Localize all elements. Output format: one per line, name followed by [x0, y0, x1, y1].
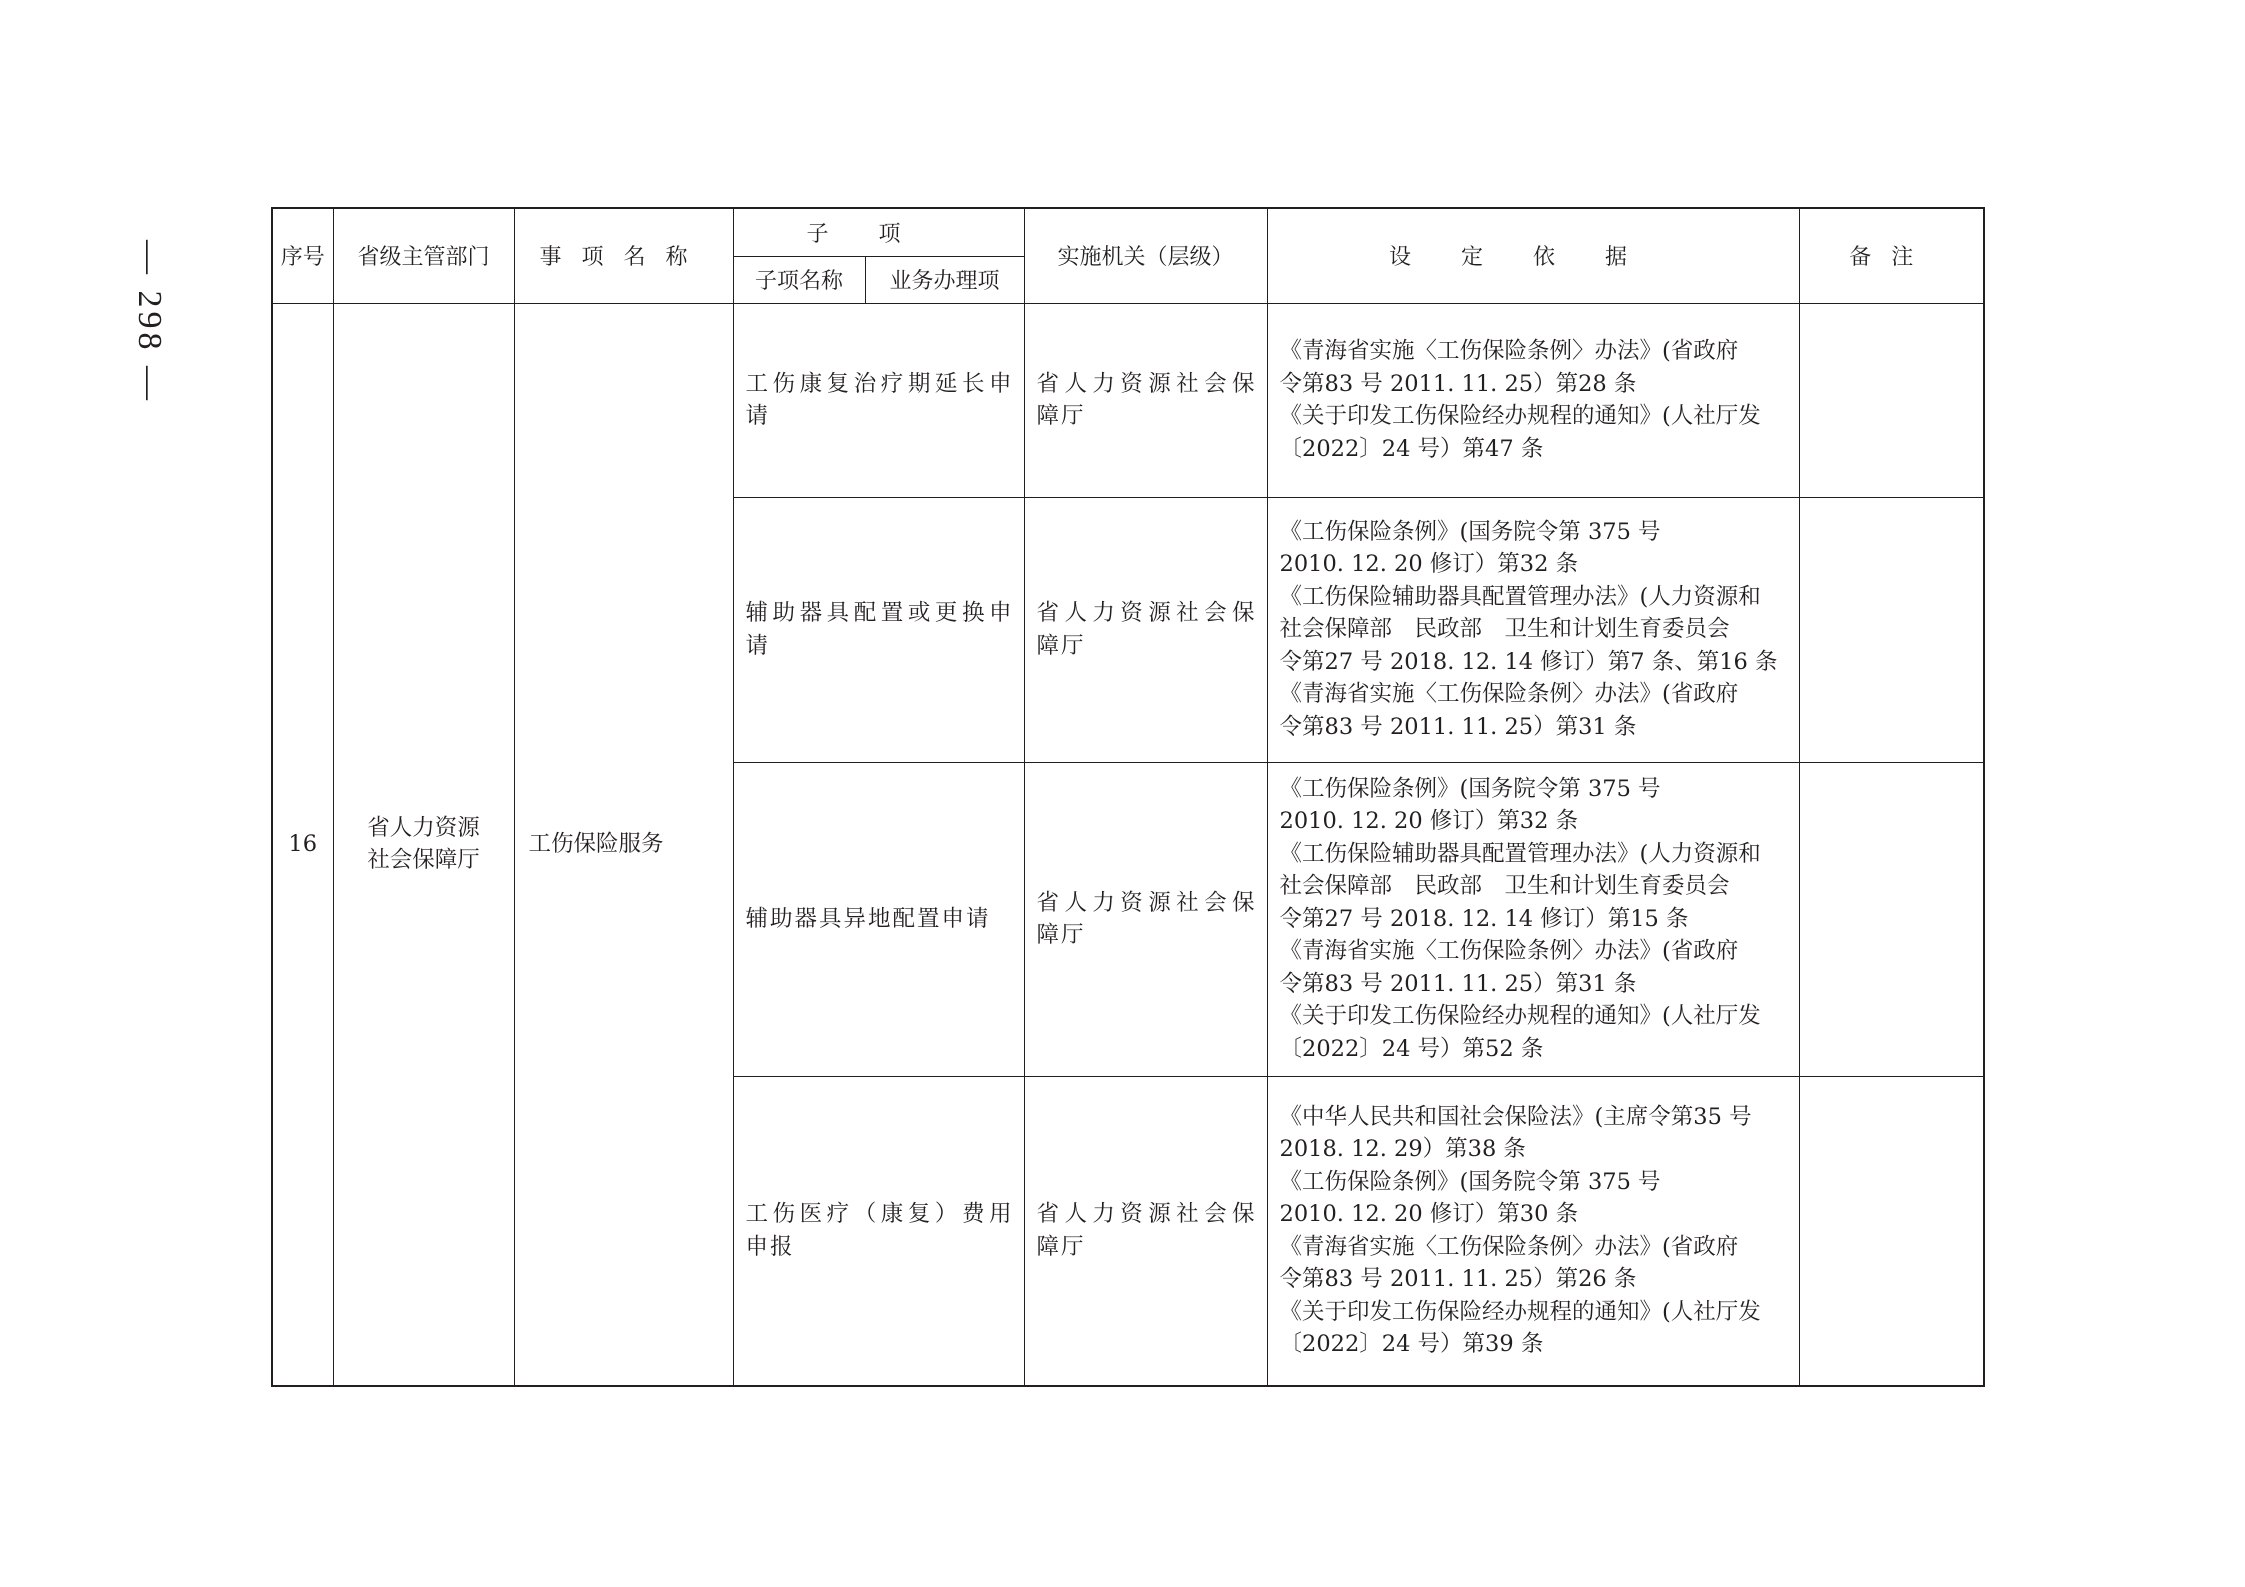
org-cell: 省人力资源社会保障厅	[1024, 497, 1267, 762]
sub-name-cell: 工伤康复治疗期延长申请	[733, 303, 1024, 497]
note-cell	[1799, 762, 1984, 1076]
org-cell: 省人力资源社会保障厅	[1024, 303, 1267, 497]
sub-name-cell: 辅助器具异地配置申请	[733, 762, 1024, 1076]
sub-name-cell: 工伤医疗（康复）费用申报	[733, 1076, 1024, 1386]
note-cell	[1799, 1076, 1984, 1386]
sub-name-cell: 辅助器具配置或更换申请	[733, 497, 1024, 762]
basis-cell	[1267, 497, 1799, 762]
basis-line: 社会保障部 民政部 卫生和计划生育委员会	[1279, 616, 1730, 643]
basis-cell	[1267, 762, 1799, 1076]
basis-line: 令第27 号 2018. 12. 14 修订）第15 条	[1279, 905, 1689, 932]
basis-line: 《工伤保险辅助器具配置管理办法》(人力资源和	[1279, 583, 1761, 610]
basis-cell	[1267, 1076, 1799, 1386]
header-note: 备注	[1799, 208, 1984, 303]
basis-line: 《青海省实施〈工伤保险条例〉办法》(省政府	[1279, 1233, 1739, 1260]
basis-line: 2010. 12. 20 修订）第30 条	[1279, 1201, 1579, 1228]
header-business: 业务办理项	[865, 256, 1024, 303]
header-dept: 省级主管部门	[333, 208, 514, 303]
header-basis: 设定依据	[1267, 208, 1799, 303]
basis-line: 《青海省实施〈工伤保险条例〉办法》(省政府	[1279, 681, 1739, 708]
basis-line: 《工伤保险条例》(国务院令第 375 号	[1279, 1168, 1661, 1195]
basis-line: 《青海省实施〈工伤保险条例〉办法》(省政府	[1279, 938, 1739, 965]
org-cell: 省人力资源社会保障厅	[1024, 1076, 1267, 1386]
basis-line: 《关于印发工伤保险经办规程的通知》(人社厅发	[1279, 403, 1761, 429]
basis-line: 《青海省实施〈工伤保险条例〉办法》(省政府	[1279, 338, 1739, 364]
basis-line: 《关于印发工伤保险经办规程的通知》(人社厅发	[1279, 1003, 1761, 1030]
dept-text: 省人力资源社会保障厅	[367, 815, 480, 874]
basis-line: 《工伤保险辅助器具配置管理办法》(人力资源和	[1279, 840, 1761, 867]
service-items-table	[271, 207, 1985, 1387]
basis-line: 〔2022〕24 号）第52 条	[1279, 1035, 1544, 1062]
header-item: 事项名称	[514, 208, 733, 303]
basis-line: 社会保障部 民政部 卫生和计划生育委员会	[1279, 873, 1730, 900]
org-cell: 省人力资源社会保障厅	[1024, 762, 1267, 1076]
note-cell	[1799, 497, 1984, 762]
table-row	[272, 303, 1984, 497]
basis-line: 《工伤保险条例》(国务院令第 375 号	[1279, 775, 1661, 802]
basis-line: 《关于印发工伤保险经办规程的通知》(人社厅发	[1279, 1298, 1761, 1325]
page-number: — 298 —	[131, 240, 168, 404]
basis-line: 令第83 号 2011. 11. 25）第31 条	[1279, 713, 1637, 740]
basis-line: 〔2022〕24 号）第47 条	[1279, 435, 1544, 462]
note-cell	[1799, 303, 1984, 497]
dept-cell	[333, 303, 514, 1386]
header-seq: 序号	[272, 208, 333, 303]
basis-line: 令第83 号 2011. 11. 25）第31 条	[1279, 970, 1637, 997]
basis-line: 《工伤保险条例》(国务院令第 375 号	[1279, 518, 1661, 545]
basis-line: 2018. 12. 29）第38 条	[1279, 1136, 1526, 1163]
basis-line: 2010. 12. 20 修订）第32 条	[1279, 808, 1579, 835]
basis-line: 令第83 号 2011. 11. 25）第28 条	[1279, 370, 1637, 397]
basis-line: 令第83 号 2011. 11. 25）第26 条	[1279, 1266, 1637, 1293]
header-org: 实施机关（层级）	[1024, 208, 1267, 303]
item-cell: 工伤保险服务	[514, 303, 733, 1386]
basis-line: 2010. 12. 20 修订）第32 条	[1279, 551, 1579, 578]
basis-line: 令第27 号 2018. 12. 14 修订）第7 条、第16 条	[1279, 648, 1778, 675]
basis-cell	[1267, 303, 1799, 497]
basis-line: 〔2022〕24 号）第39 条	[1279, 1331, 1544, 1358]
seq-cell: 16	[272, 303, 333, 1386]
header-sub-group: 子项	[733, 208, 1024, 256]
basis-line: 《中华人民共和国社会保险法》(主席令第35 号	[1279, 1103, 1752, 1130]
header-sub-name: 子项名称	[733, 256, 865, 303]
